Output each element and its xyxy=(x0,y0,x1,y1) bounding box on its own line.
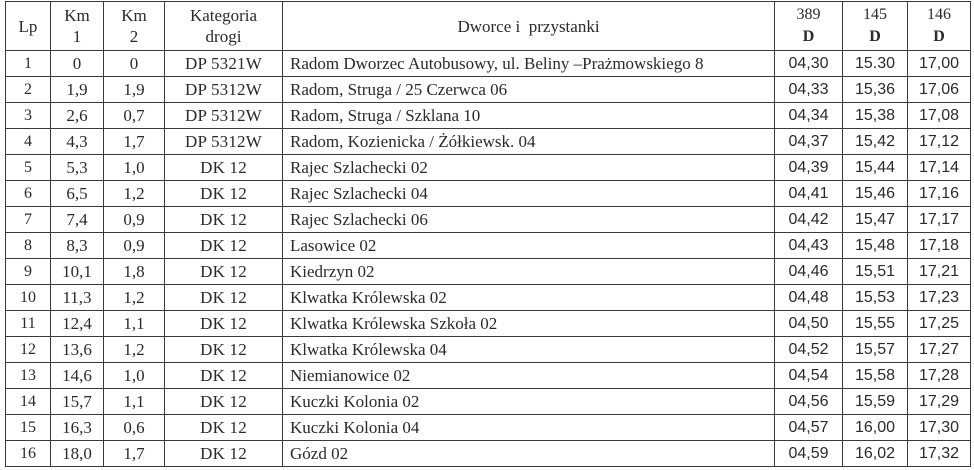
cell-category: DK 12 xyxy=(165,259,283,285)
table-body xyxy=(6,51,971,467)
header-stops-label: Dworce i przystanki xyxy=(457,16,600,36)
cell-stop: Radom, Struga / 25 Czerwca 06 xyxy=(283,77,775,103)
course-type: D xyxy=(802,28,815,45)
cell-time-389: 04,41 xyxy=(775,181,843,207)
header-lp-label: Lp xyxy=(18,16,38,36)
cell-time-389: 04,56 xyxy=(775,389,843,415)
table-header xyxy=(6,2,971,51)
cell-time-389: 04,46 xyxy=(775,259,843,285)
cell-time-389: 04,33 xyxy=(775,77,843,103)
cell-category: DK 12 xyxy=(165,233,283,259)
timetable-document xyxy=(5,1,971,467)
cell-km2: 1,1 xyxy=(104,311,165,337)
cell-category: DK 12 xyxy=(165,207,283,233)
cell-stop: Rajec Szlachecki 06 xyxy=(283,207,775,233)
cell-stop: Kuczki Kolonia 02 xyxy=(283,389,775,415)
cell-category: DP 5312W xyxy=(165,103,283,129)
cell-lp: 7 xyxy=(6,207,51,233)
cell-km2: 1,1 xyxy=(104,389,165,415)
cell-km1: 14,6 xyxy=(51,363,104,389)
table-row xyxy=(6,311,971,337)
cell-time-389: 04,30 xyxy=(775,51,843,77)
cell-category: DK 12 xyxy=(165,415,283,441)
cell-km2: 1,2 xyxy=(104,181,165,207)
cell-km1: 13,6 xyxy=(51,337,104,363)
cell-category: DK 12 xyxy=(165,337,283,363)
cell-km2: 0,7 xyxy=(104,103,165,129)
cell-km2: 0,6 xyxy=(104,415,165,441)
cell-km1: 0 xyxy=(51,51,104,77)
header-category xyxy=(165,2,283,51)
cell-time-145: 15.30 xyxy=(843,51,908,77)
cell-km1: 4,3 xyxy=(51,129,104,155)
cell-km1: 11,3 xyxy=(51,285,104,311)
cell-category: DK 12 xyxy=(165,441,283,467)
cell-km2: 1,8 xyxy=(104,259,165,285)
table-row xyxy=(6,103,971,129)
cell-category: DK 12 xyxy=(165,363,283,389)
course-type: D xyxy=(869,28,881,45)
cell-lp: 6 xyxy=(6,181,51,207)
header-course-146 xyxy=(908,2,971,51)
cell-stop: Klwatka Królewska Szkoła 02 xyxy=(283,311,775,337)
cell-time-145: 16,02 xyxy=(843,441,908,467)
cell-lp: 4 xyxy=(6,129,51,155)
cell-time-145: 15,46 xyxy=(843,181,908,207)
cell-lp: 15 xyxy=(6,415,51,441)
cell-category: DK 12 xyxy=(165,155,283,181)
cell-time-146: 17,18 xyxy=(908,233,971,259)
cell-time-146: 17,12 xyxy=(908,129,971,155)
cell-time-146: 17,00 xyxy=(908,51,971,77)
cell-time-145: 15,58 xyxy=(843,363,908,389)
header-category-line1: Kategoria xyxy=(189,6,258,25)
cell-lp: 9 xyxy=(6,259,51,285)
cell-lp: 5 xyxy=(6,155,51,181)
course-number: 145 xyxy=(863,6,887,23)
cell-category: DK 12 xyxy=(165,181,283,207)
cell-stop: Kuczki Kolonia 04 xyxy=(283,415,775,441)
course-number: 389 xyxy=(796,6,821,23)
header-km2-line2: 2 xyxy=(129,27,139,46)
cell-stop: Radom Dworzec Autobusowy, ul. Beliny –Prażmowskiego 8 xyxy=(283,51,775,77)
table-row xyxy=(6,337,971,363)
cell-time-145: 15,55 xyxy=(843,311,908,337)
table-row xyxy=(6,259,971,285)
cell-stop: Rajec Szlachecki 02 xyxy=(283,155,775,181)
cell-km1: 15,7 xyxy=(51,389,104,415)
cell-km1: 5,3 xyxy=(51,155,104,181)
cell-time-146: 17,28 xyxy=(908,363,971,389)
cell-km2: 1,7 xyxy=(104,441,165,467)
cell-time-145: 15,38 xyxy=(843,103,908,129)
cell-category: DP 5312W xyxy=(165,77,283,103)
cell-km1: 8,3 xyxy=(51,233,104,259)
table-row xyxy=(6,363,971,389)
cell-time-146: 17,27 xyxy=(908,337,971,363)
cell-time-146: 17,17 xyxy=(908,207,971,233)
header-course-145 xyxy=(843,2,908,51)
cell-stop: Niemianowice 02 xyxy=(283,363,775,389)
table-row xyxy=(6,285,971,311)
cell-time-389: 04,54 xyxy=(775,363,843,389)
table-row xyxy=(6,389,971,415)
table-row xyxy=(6,207,971,233)
header-km2 xyxy=(104,2,165,51)
cell-lp: 2 xyxy=(6,77,51,103)
cell-category: DP 5321W xyxy=(165,51,283,77)
header-category-line2: drogi xyxy=(205,27,242,46)
table-row xyxy=(6,233,971,259)
cell-time-389: 04,50 xyxy=(775,311,843,337)
cell-time-389: 04,57 xyxy=(775,415,843,441)
header-stops xyxy=(283,2,775,51)
cell-stop: Klwatka Królewska 04 xyxy=(283,337,775,363)
table-row xyxy=(6,441,971,467)
cell-lp: 12 xyxy=(6,337,51,363)
cell-km2: 1,0 xyxy=(104,363,165,389)
cell-km1: 6,5 xyxy=(51,181,104,207)
cell-km2: 1,2 xyxy=(104,285,165,311)
cell-km2: 1,0 xyxy=(104,155,165,181)
cell-km1: 10,1 xyxy=(51,259,104,285)
cell-stop: Radom, Struga / Szklana 10 xyxy=(283,103,775,129)
cell-time-145: 16,00 xyxy=(843,415,908,441)
header-course-389 xyxy=(775,2,843,51)
cell-time-389: 04,42 xyxy=(775,207,843,233)
cell-km2: 0 xyxy=(104,51,165,77)
cell-category: DK 12 xyxy=(165,389,283,415)
cell-category: DP 5312W xyxy=(165,129,283,155)
cell-time-145: 15,51 xyxy=(843,259,908,285)
table-row xyxy=(6,77,971,103)
cell-km2: 0,9 xyxy=(104,207,165,233)
cell-time-146: 17,14 xyxy=(908,155,971,181)
cell-lp: 16 xyxy=(6,441,51,467)
cell-lp: 3 xyxy=(6,103,51,129)
cell-km2: 1,9 xyxy=(104,77,165,103)
cell-time-389: 04,34 xyxy=(775,103,843,129)
cell-km1: 2,6 xyxy=(51,103,104,129)
cell-time-146: 17,30 xyxy=(908,415,971,441)
table-row xyxy=(6,129,971,155)
cell-lp: 8 xyxy=(6,233,51,259)
cell-time-145: 15,53 xyxy=(843,285,908,311)
table-row xyxy=(6,181,971,207)
course-type: D xyxy=(933,28,945,45)
cell-km1: 12,4 xyxy=(51,311,104,337)
cell-lp: 13 xyxy=(6,363,51,389)
cell-stop: Lasowice 02 xyxy=(283,233,775,259)
cell-time-145: 15,59 xyxy=(843,389,908,415)
cell-time-389: 04,37 xyxy=(775,129,843,155)
cell-lp: 14 xyxy=(6,389,51,415)
cell-time-145: 15,42 xyxy=(843,129,908,155)
header-km2-line1: Km xyxy=(121,6,147,25)
cell-time-146: 17,29 xyxy=(908,389,971,415)
table-row xyxy=(6,155,971,181)
cell-lp: 11 xyxy=(6,311,51,337)
cell-time-389: 04,52 xyxy=(775,337,843,363)
cell-time-146: 17,32 xyxy=(908,441,971,467)
table-row xyxy=(6,51,971,77)
header-row xyxy=(6,2,971,51)
cell-km1: 16,3 xyxy=(51,415,104,441)
cell-time-389: 04,43 xyxy=(775,233,843,259)
cell-time-145: 15,44 xyxy=(843,155,908,181)
cell-km2: 1,7 xyxy=(104,129,165,155)
cell-time-145: 15,57 xyxy=(843,337,908,363)
header-km1 xyxy=(51,2,104,51)
cell-time-389: 04,59 xyxy=(775,441,843,467)
cell-km1: 18,0 xyxy=(51,441,104,467)
course-number: 146 xyxy=(927,6,951,23)
cell-stop: Rajec Szlachecki 04 xyxy=(283,181,775,207)
cell-km2: 1,2 xyxy=(104,337,165,363)
header-km1-line2: 1 xyxy=(72,27,82,46)
cell-stop: Kiedrzyn 02 xyxy=(283,259,775,285)
cell-lp: 10 xyxy=(6,285,51,311)
cell-time-145: 15,47 xyxy=(843,207,908,233)
header-lp xyxy=(6,2,51,51)
cell-category: DK 12 xyxy=(165,311,283,337)
cell-time-146: 17,16 xyxy=(908,181,971,207)
table-row xyxy=(6,415,971,441)
cell-time-146: 17,08 xyxy=(908,103,971,129)
cell-time-145: 15,48 xyxy=(843,233,908,259)
cell-stop: Klwatka Królewska 02 xyxy=(283,285,775,311)
cell-time-146: 17,25 xyxy=(908,311,971,337)
cell-category: DK 12 xyxy=(165,285,283,311)
cell-time-389: 04,39 xyxy=(775,155,843,181)
cell-time-146: 17,06 xyxy=(908,77,971,103)
cell-time-146: 17,23 xyxy=(908,285,971,311)
cell-time-389: 04,48 xyxy=(775,285,843,311)
cell-lp: 1 xyxy=(6,51,51,77)
cell-km2: 0,9 xyxy=(104,233,165,259)
timetable-table xyxy=(5,1,971,467)
cell-time-146: 17,21 xyxy=(908,259,971,285)
cell-stop: Radom, Kozienicka / Żółkiewsk. 04 xyxy=(283,129,775,155)
cell-km1: 1,9 xyxy=(51,77,104,103)
header-km1-line1: Km xyxy=(64,6,90,25)
cell-km1: 7,4 xyxy=(51,207,104,233)
cell-stop: Gózd 02 xyxy=(283,441,775,467)
cell-time-145: 15,36 xyxy=(843,77,908,103)
